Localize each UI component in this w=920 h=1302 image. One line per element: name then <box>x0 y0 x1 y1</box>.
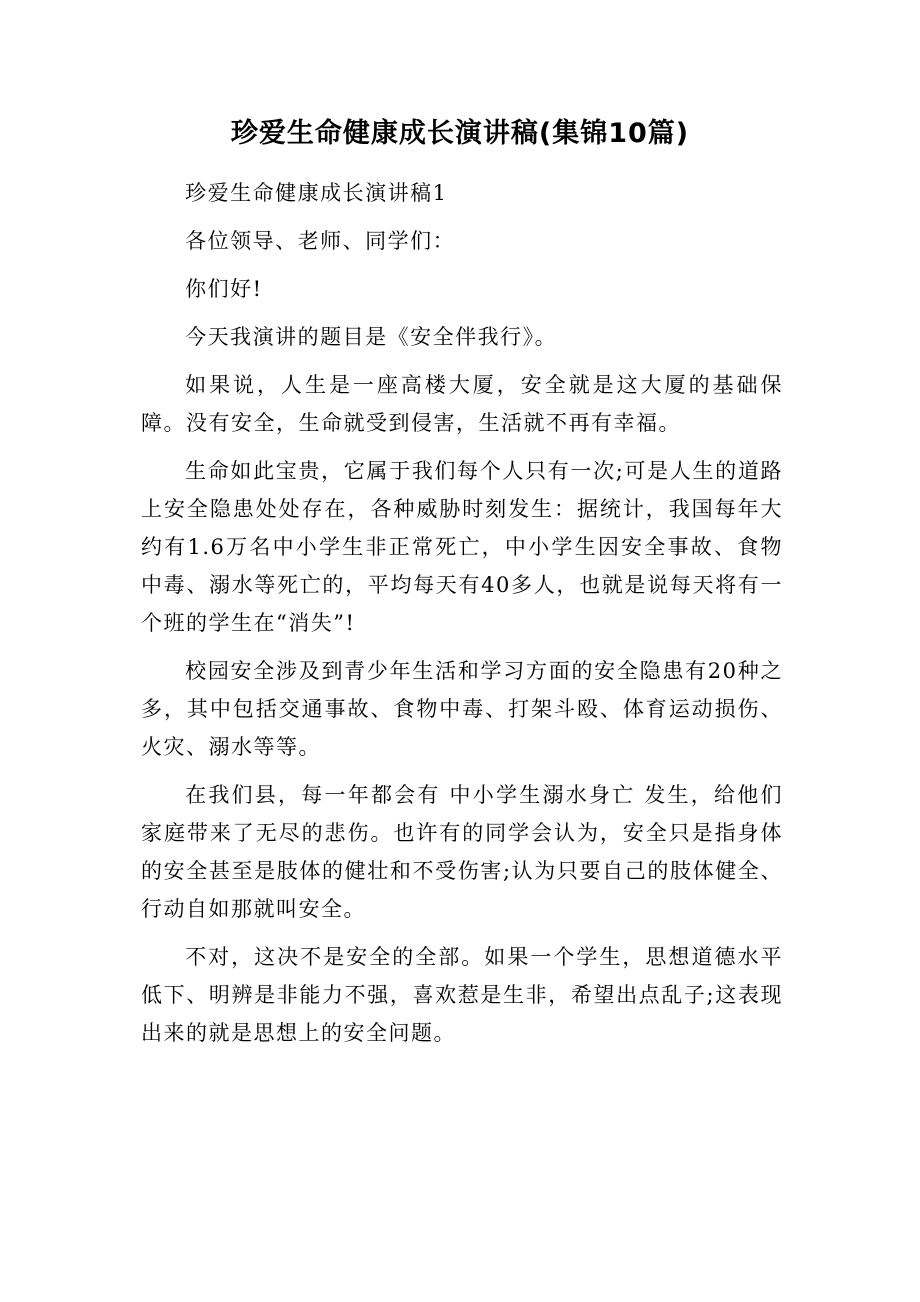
paragraph-body: 如果说，人生是一座高楼大厦，安全就是这大厦的基础保障。没有安全，生命就受到侵害，生活就不再有幸福。 <box>141 373 783 435</box>
document-title: 珍爱生命健康成长演讲稿(集锦10篇) <box>230 118 690 149</box>
paragraph-body: 校园安全涉及到青少年生活和学习方面的安全隐患有20种之多，其中包括交通事故、食物中毒、打架斗殴、体育运动损伤、火灾、溺水等等。 <box>141 659 783 759</box>
paragraph-speech-heading: 珍爱生命健康成长演讲稿1 <box>185 181 448 205</box>
paragraph-body: 在我们县，每一年都会有 中小学生溺水身亡 发生，给他们家庭带来了无尽的悲伤。也许有的同学会认为，安全只是指身体的安全甚至是肢体的健壮和不受伤害;认为只要自己的肢体健全、行动自如那就叫安全。 <box>141 783 783 921</box>
paragraph-body: 不对，这决不是安全的全部。如果一个学生，思想道德水平低下、明辨是非能力不强，喜欢惹是生非，希望出点乱子;这表现出来的就是思想上的安全问题。 <box>141 945 783 1045</box>
paragraph-body: 生命如此宝贵，它属于我们每个人只有一次;可是人生的道路上安全隐患处处存在，各种威胁时刻发生：据统计，我国每年大约有1.6万名中小学生非正常死亡，中小学生因安全事故、食物中毒、溺水等死亡的，平均每天有40多人，也就是说每天将有一个班的学生在“消失”! <box>141 459 783 635</box>
paragraph-greeting: 你们好! <box>185 277 263 301</box>
paragraph-salutation: 各位领导、老师、同学们： <box>185 229 456 253</box>
paragraph-topic: 今天我演讲的题目是《安全伴我行》。 <box>185 325 558 349</box>
document-body <box>141 174 783 1062</box>
